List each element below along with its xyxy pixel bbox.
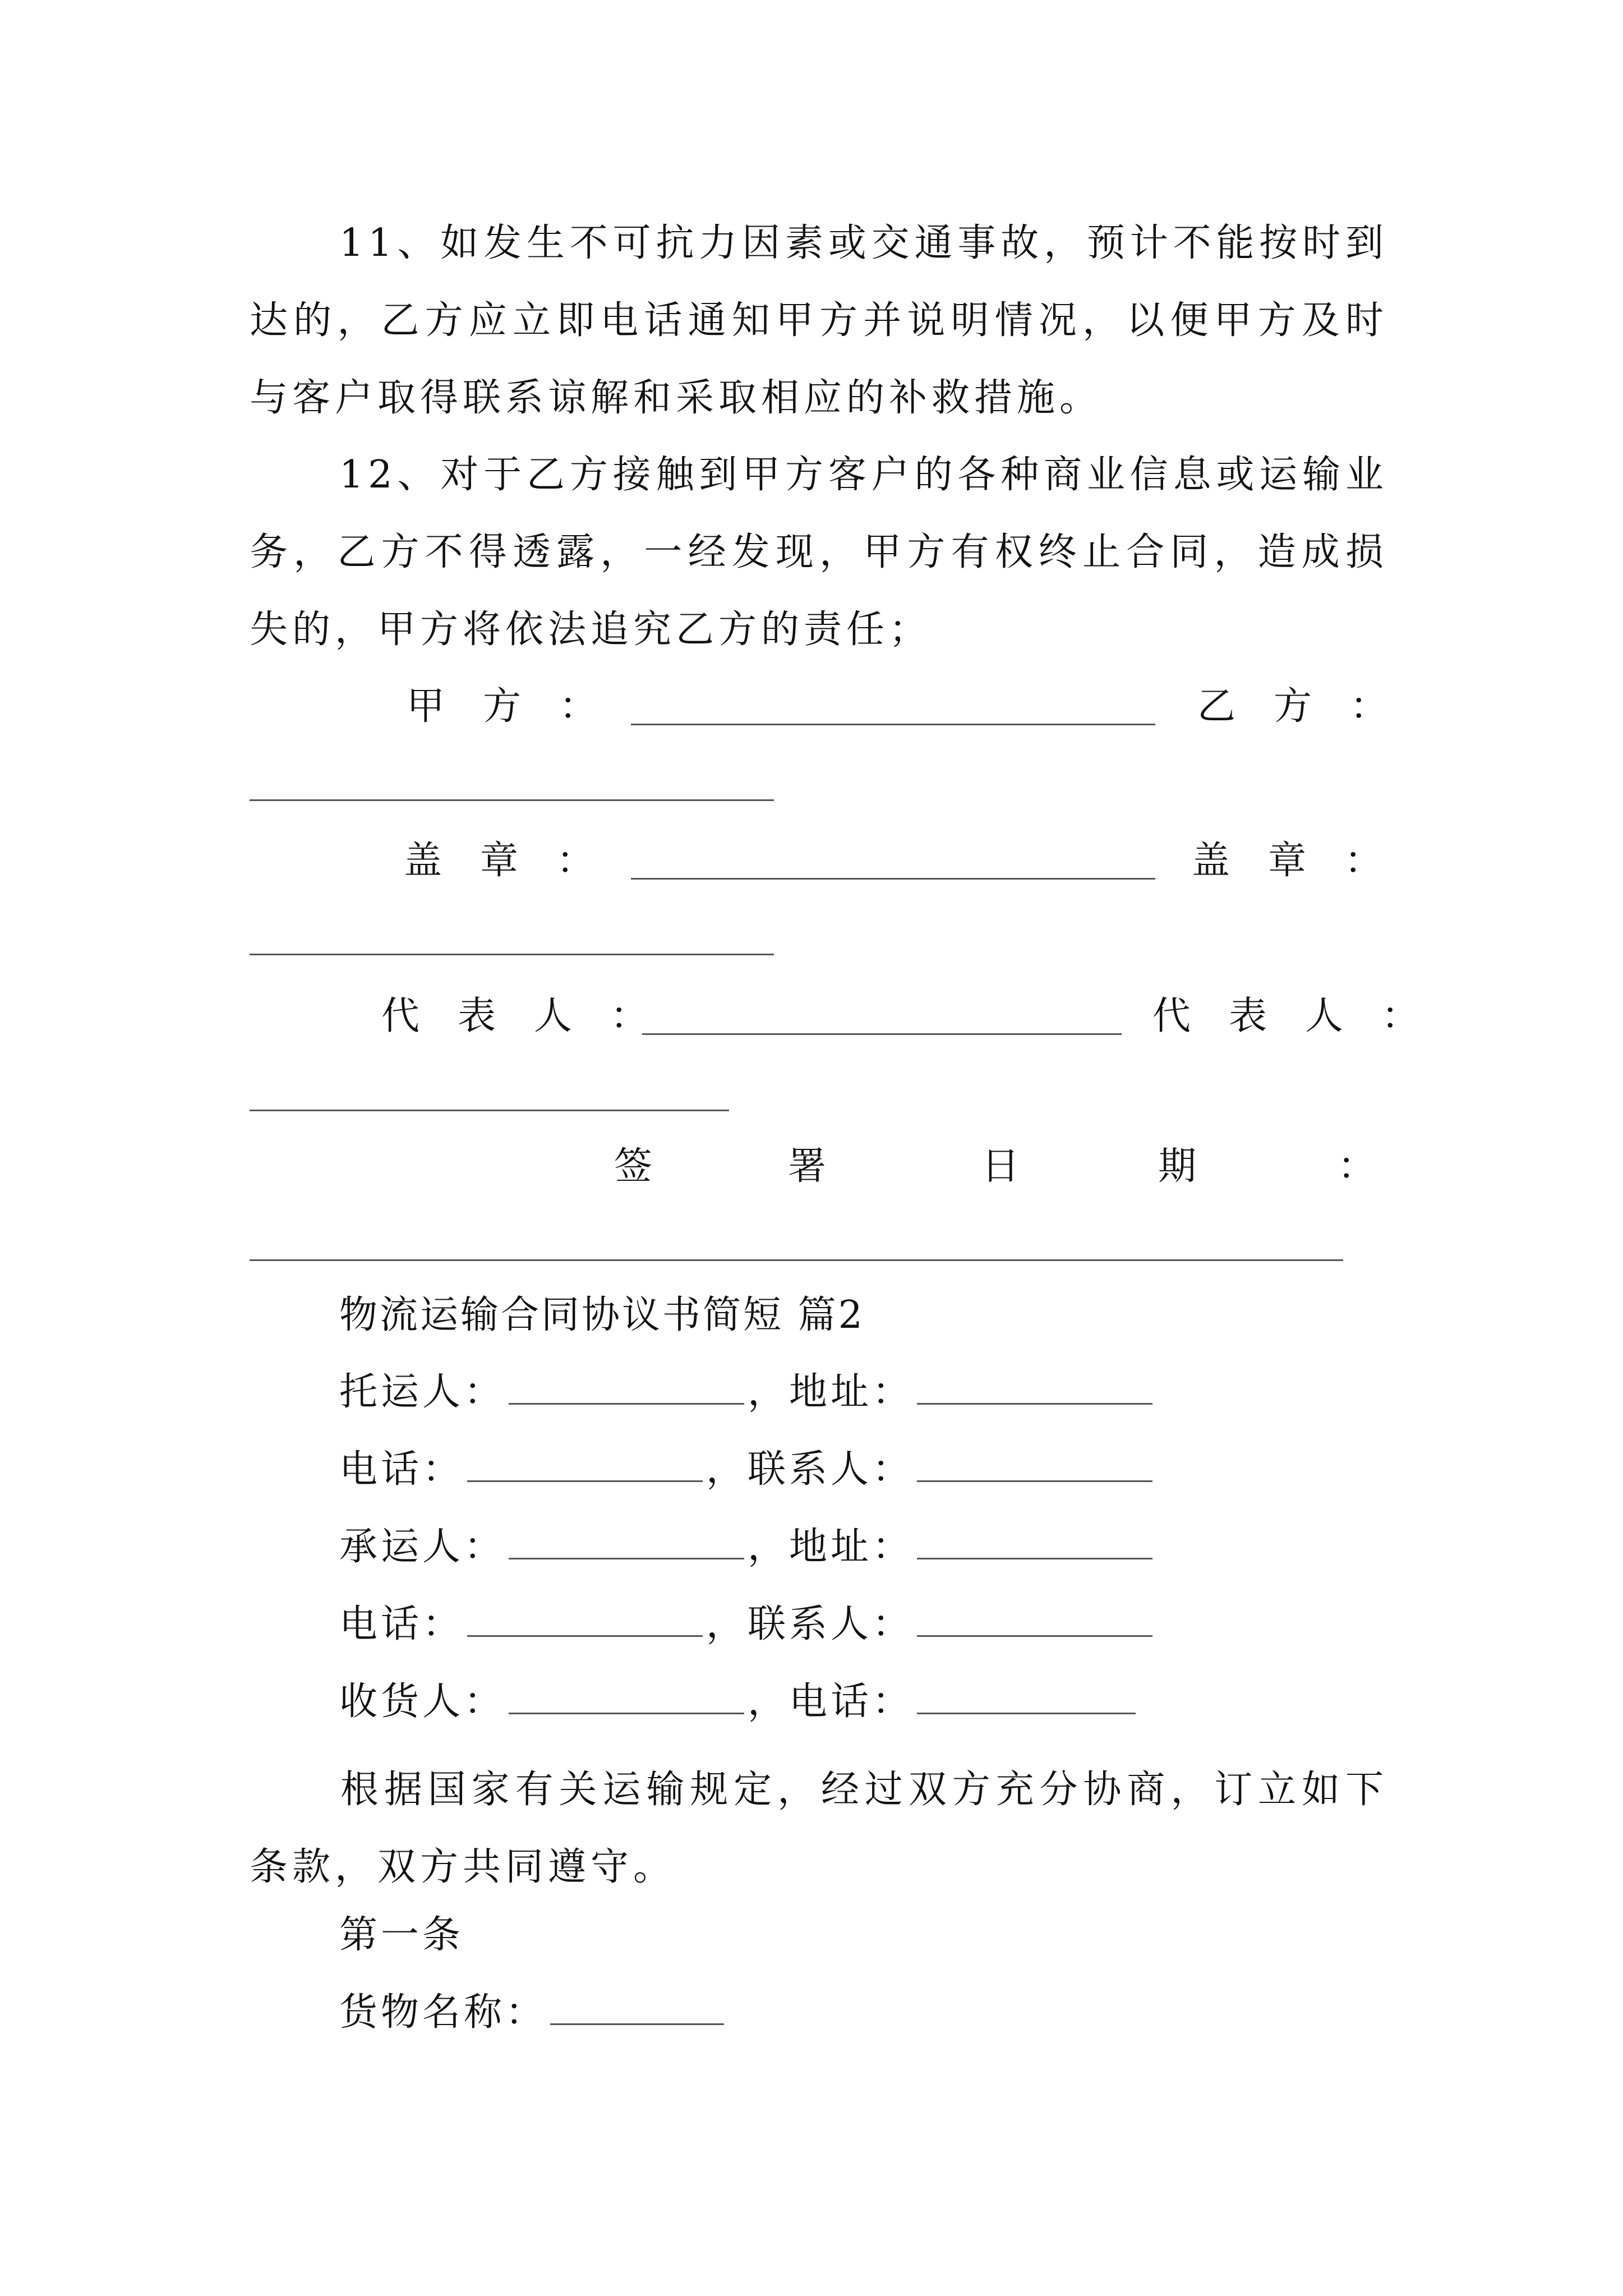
section2-title: 物流运输合同协议书简短 篇2 [339,1293,865,1337]
seal-a-line [631,878,1155,880]
party-b-label: 乙 方 ： [1197,684,1389,729]
party-row [250,679,1388,735]
signing-date-row [250,1139,1388,1195]
shipper-phone-line: 电话： ，联系人： [339,1442,1156,1498]
party-b-line [250,799,774,801]
clause-12: 12、对于乙方接触到甲方客户的各种商业信息或运输业务，乙方不得透露，一经发现，甲方有权终止合同，造成损失的，甲方将依法追究乙方的责任； [250,453,1388,652]
date-char-4: 期 [1158,1144,1197,1189]
signing-date-line [250,1259,1343,1261]
seal-row [250,833,1388,889]
carrier-line: 承运人： ，地址： [339,1519,1156,1575]
consignee-line: 收货人： ，电话： [339,1674,1139,1730]
seal-b-line [250,954,774,955]
rep-a-line [642,1033,1122,1035]
carrier-contact-blank[interactable] [917,1603,1152,1637]
seal-a-label: 盖 章 ： [404,839,595,883]
intro-paragraph: 根据国家有关运输规定，经过双方充分协商，订立如下条款，双方共同遵守。 [250,1768,1388,1889]
goods-name-blank[interactable] [550,1991,724,2025]
shipper-phone-blank[interactable] [467,1448,703,1482]
carrier-phone-blank[interactable] [467,1603,703,1637]
date-char-3: 日 [981,1144,1020,1189]
carrier-address-blank[interactable] [917,1525,1152,1559]
shipper-blank[interactable] [509,1370,744,1405]
consignee-phone-blank[interactable] [917,1680,1136,1714]
representative-row [250,988,1420,1045]
party-a-line [631,724,1155,725]
shipper-contact-blank[interactable] [917,1448,1152,1482]
seal-b-label: 盖 章 ： [1192,839,1383,883]
date-char-5: ： [1338,1144,1376,1189]
shipper-line: 托运人： ，地址： [339,1364,1156,1420]
rep-b-line [250,1110,729,1111]
party-a-label: 甲 方 ： [407,684,598,729]
consignee-blank[interactable] [509,1680,744,1714]
rep-a-label: 代 表 人 ： [381,994,649,1038]
carrier-phone-line: 电话： ，联系人： [339,1596,1156,1653]
goods-name-line: 货物名称： [339,1985,727,2041]
rep-b-label: 代 表 人 ： [1152,994,1420,1038]
clause-11: 11、如发生不可抗力因素或交通事故，预计不能按时到达的，乙方应立即电话通知甲方并说明情况，以便甲方及时与客户取得联系谅解和采取相应的补救措施。 [250,221,1388,420]
article-1-heading: 第一条 [339,1913,464,1957]
carrier-blank[interactable] [509,1525,744,1559]
shipper-address-blank[interactable] [917,1370,1152,1405]
date-char-1: 签 [614,1144,653,1189]
date-char-2: 署 [788,1144,827,1189]
